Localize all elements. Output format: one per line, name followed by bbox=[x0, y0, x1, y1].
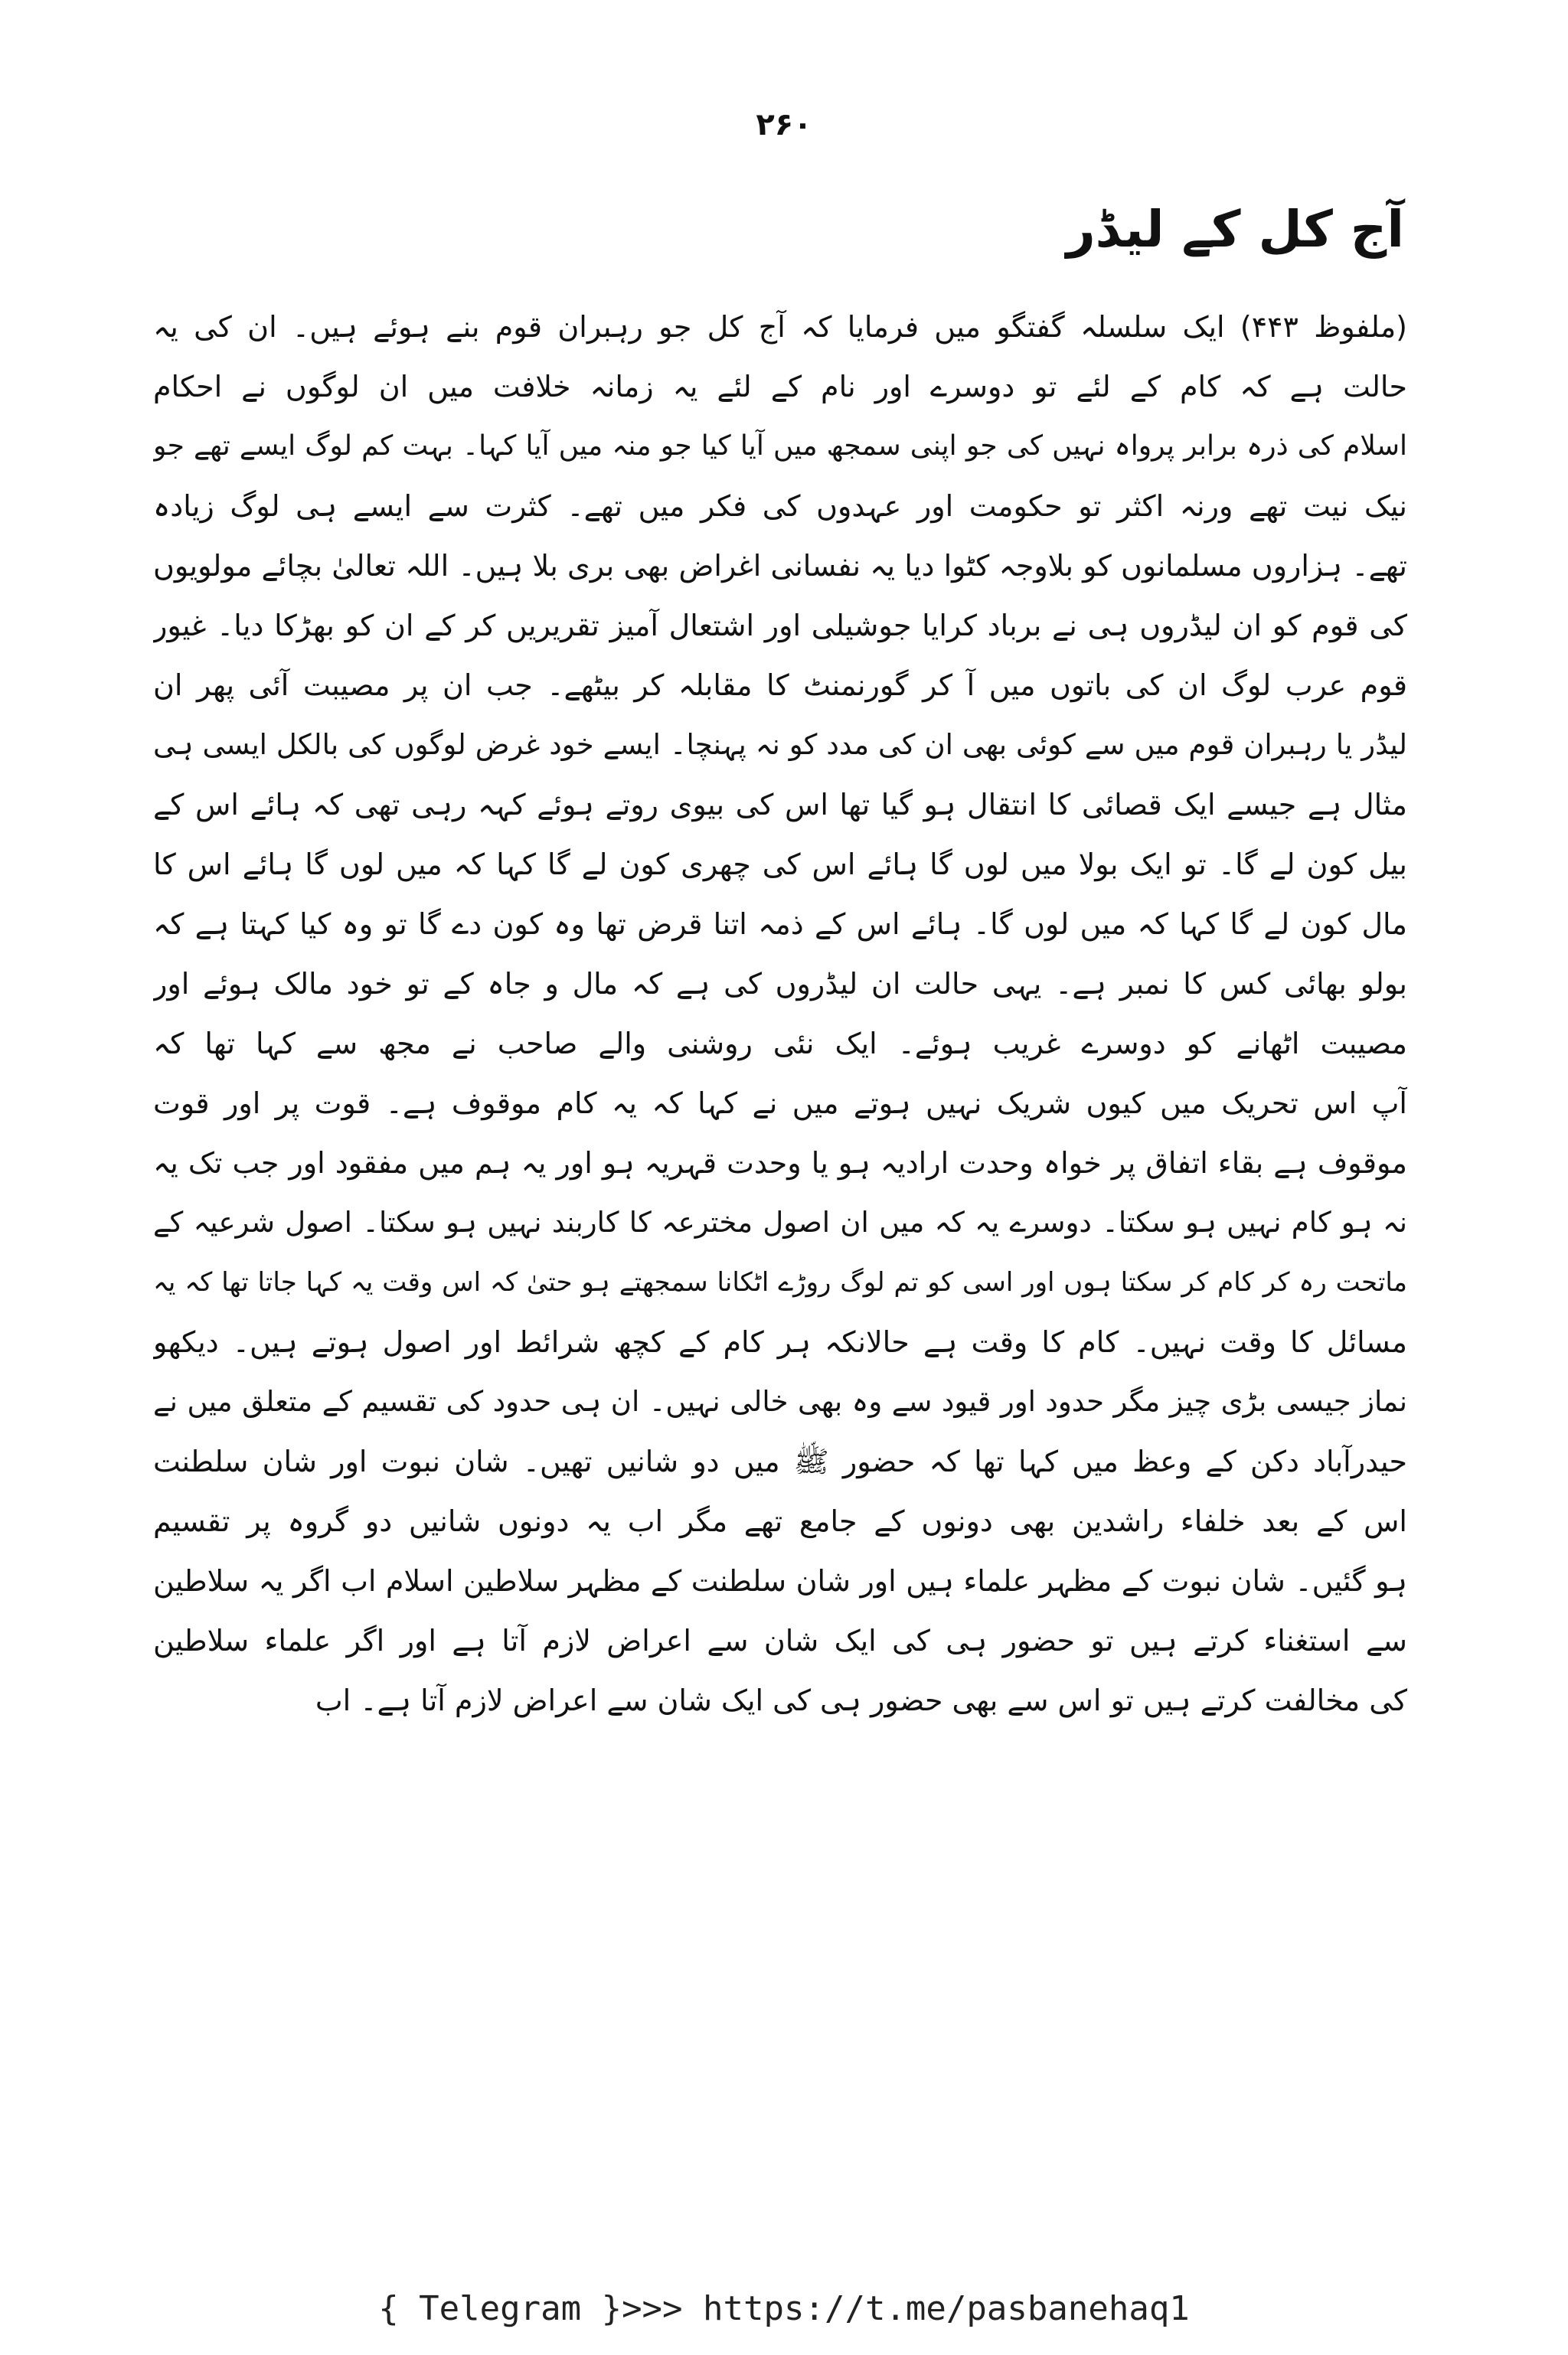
page-number: ۲۶۰ bbox=[756, 107, 812, 142]
text-line: اسلام کی ذرہ برابر پرواہ نہیں کی جو اپنی سمجھ میں آیا کیا جو منہ میں آیا کہا۔ بہت کم لوگ ایسے تھے جو bbox=[153, 430, 1407, 462]
text-line: نیک نیت تھے ورنہ اکثر تو حکومت اور عہدوں کی فکر میں تھے۔ کثرت سے ایسے ہی لوگ زیادہ bbox=[153, 489, 1407, 523]
text-line: ماتحت رہ کر کام کر سکتا ہوں اور اسی کو تم لوگ روڑے اٹکانا سمجھتے ہو حتیٰ کہ اس وقت یہ کہا جاتا تھا کہ یہ bbox=[153, 1267, 1407, 1298]
text-line: حیدرآباد دکن کے وعظ میں کہا تھا کہ حضور ﷺ میں دو شانیں تھیں۔ شان نبوت اور شان سلطنت bbox=[153, 1445, 1407, 1478]
telegram-footer-link: { Telegram }>>> https://t.me/pasbanehaq1 bbox=[378, 2289, 1190, 2328]
text-line: حالت ہے کہ کام کے لئے تو دوسرے اور نام کے لئے یہ زمانہ خلافت میں ان لوگوں نے احکام bbox=[153, 370, 1407, 403]
text-line: مصیبت اٹھانے کو دوسرے غریب ہوئے۔ ایک نئی روشنی والے صاحب نے مجھ سے کہا تھا کہ bbox=[153, 1027, 1407, 1060]
text-line: کی مخالفت کرتے ہیں تو اس سے بھی حضور ہی کی ایک شان سے اعراض لازم آتا ہے۔ اب bbox=[315, 1684, 1407, 1717]
text-line: قوم عرب لوگ ان کی باتوں میں آ کر گورنمنٹ کا مقابلہ کر بیٹھے۔ جب ان پر مصیبت آئی پھر ان bbox=[153, 668, 1407, 702]
text-line: بیل کون لے گا۔ تو ایک بولا میں لوں گا ہائے اس کی چھری کون لے گا کہا کہ میں لوں گا ہائے اس کا bbox=[153, 848, 1407, 881]
text-line: سے استغناء کرتے ہیں تو حضور ہی کی ایک شان سے اعراض لازم آتا ہے اور اگر علماء سلاطین bbox=[153, 1624, 1407, 1658]
text-line: تھے۔ ہزاروں مسلمانوں کو بلاوجہ کٹوا دیا یہ نفسانی اغراض بھی بری بلا ہیں۔ اللہ تعالیٰ بچائے مولویوں bbox=[153, 549, 1407, 583]
text-line: مال کون لے گا کہا کہ میں لوں گا۔ ہائے اس کے ذمہ اتنا قرض تھا وہ کون دے گا تو وہ کیا کہتا ہے کہ bbox=[153, 907, 1407, 941]
text-line: لیڈر یا رہبران قوم میں سے کوئی بھی ان کی مدد کو نہ پہنچا۔ ایسے خود غرض لوگوں کی بالکل ایسی ہی bbox=[153, 728, 1407, 761]
text-line: موقوف ہے بقاء اتفاق پر خواہ وحدت ارادیہ ہو یا وحدت قہریہ ہو اور یہ ہم میں مفقود اور جب تک یہ bbox=[153, 1146, 1407, 1180]
text-line: آپ اس تحریک میں کیوں شریک نہیں ہوتے میں نے کہا کہ یہ کام موقوف ہے۔ قوت پر اور قوت bbox=[153, 1086, 1407, 1120]
text-line: نماز جیسی بڑی چیز مگر حدود اور قیود سے وہ بھی خالی نہیں۔ ان ہی حدود کی تقسیم کے متعلق میں نے bbox=[153, 1385, 1407, 1418]
text-line: کی قوم کو ان لیڈروں ہی نے برباد کرایا جوشیلی اور اشتعال آمیز تقریریں کر کے ان کو بھڑکا دیا۔ غیور bbox=[153, 609, 1407, 642]
text-line: ہو گئیں۔ شان نبوت کے مظہر علماء ہیں اور شان سلطنت کے مظہر سلاطین اسلام اب اگر یہ سلاطین bbox=[153, 1564, 1407, 1598]
text-line: اس کے بعد خلفاء راشدین بھی دونوں کے جامع تھے مگر اب یہ دونوں شانیں دو گروہ پر تقسیم bbox=[153, 1504, 1407, 1538]
text-line: بولو بھائی کس کا نمبر ہے۔ یہی حالت ان لیڈروں کی ہے کہ مال و جاہ کے تو خود مالک ہوئے اور bbox=[153, 967, 1407, 1001]
text-line: مسائل کا وقت نہیں۔ کام کا وقت ہے حالانکہ ہر کام کے کچھ شرائط اور اصول ہوتے ہیں۔ دیکھو bbox=[153, 1325, 1407, 1359]
chapter-title: آج کل کے لیڈر bbox=[1066, 200, 1404, 259]
text-line: نہ ہو کام نہیں ہو سکتا۔ دوسرے یہ کہ میں ان اصول مخترعہ کا کاربند نہیں ہو سکتا۔ اصول شرعیہ کے bbox=[153, 1206, 1407, 1239]
body-text bbox=[153, 297, 1407, 1730]
text-line: (ملفوظ ۴۴۳) ایک سلسلہ گفتگو میں فرمایا کہ آج کل جو رہبران قوم بنے ہوئے ہیں۔ ان کی یہ bbox=[153, 310, 1407, 344]
text-line: مثال ہے جیسے ایک قصائی کا انتقال ہو گیا تھا اس کی بیوی روتے ہوئے کہہ رہی تھی کہ ہائے اس کے bbox=[153, 788, 1407, 821]
